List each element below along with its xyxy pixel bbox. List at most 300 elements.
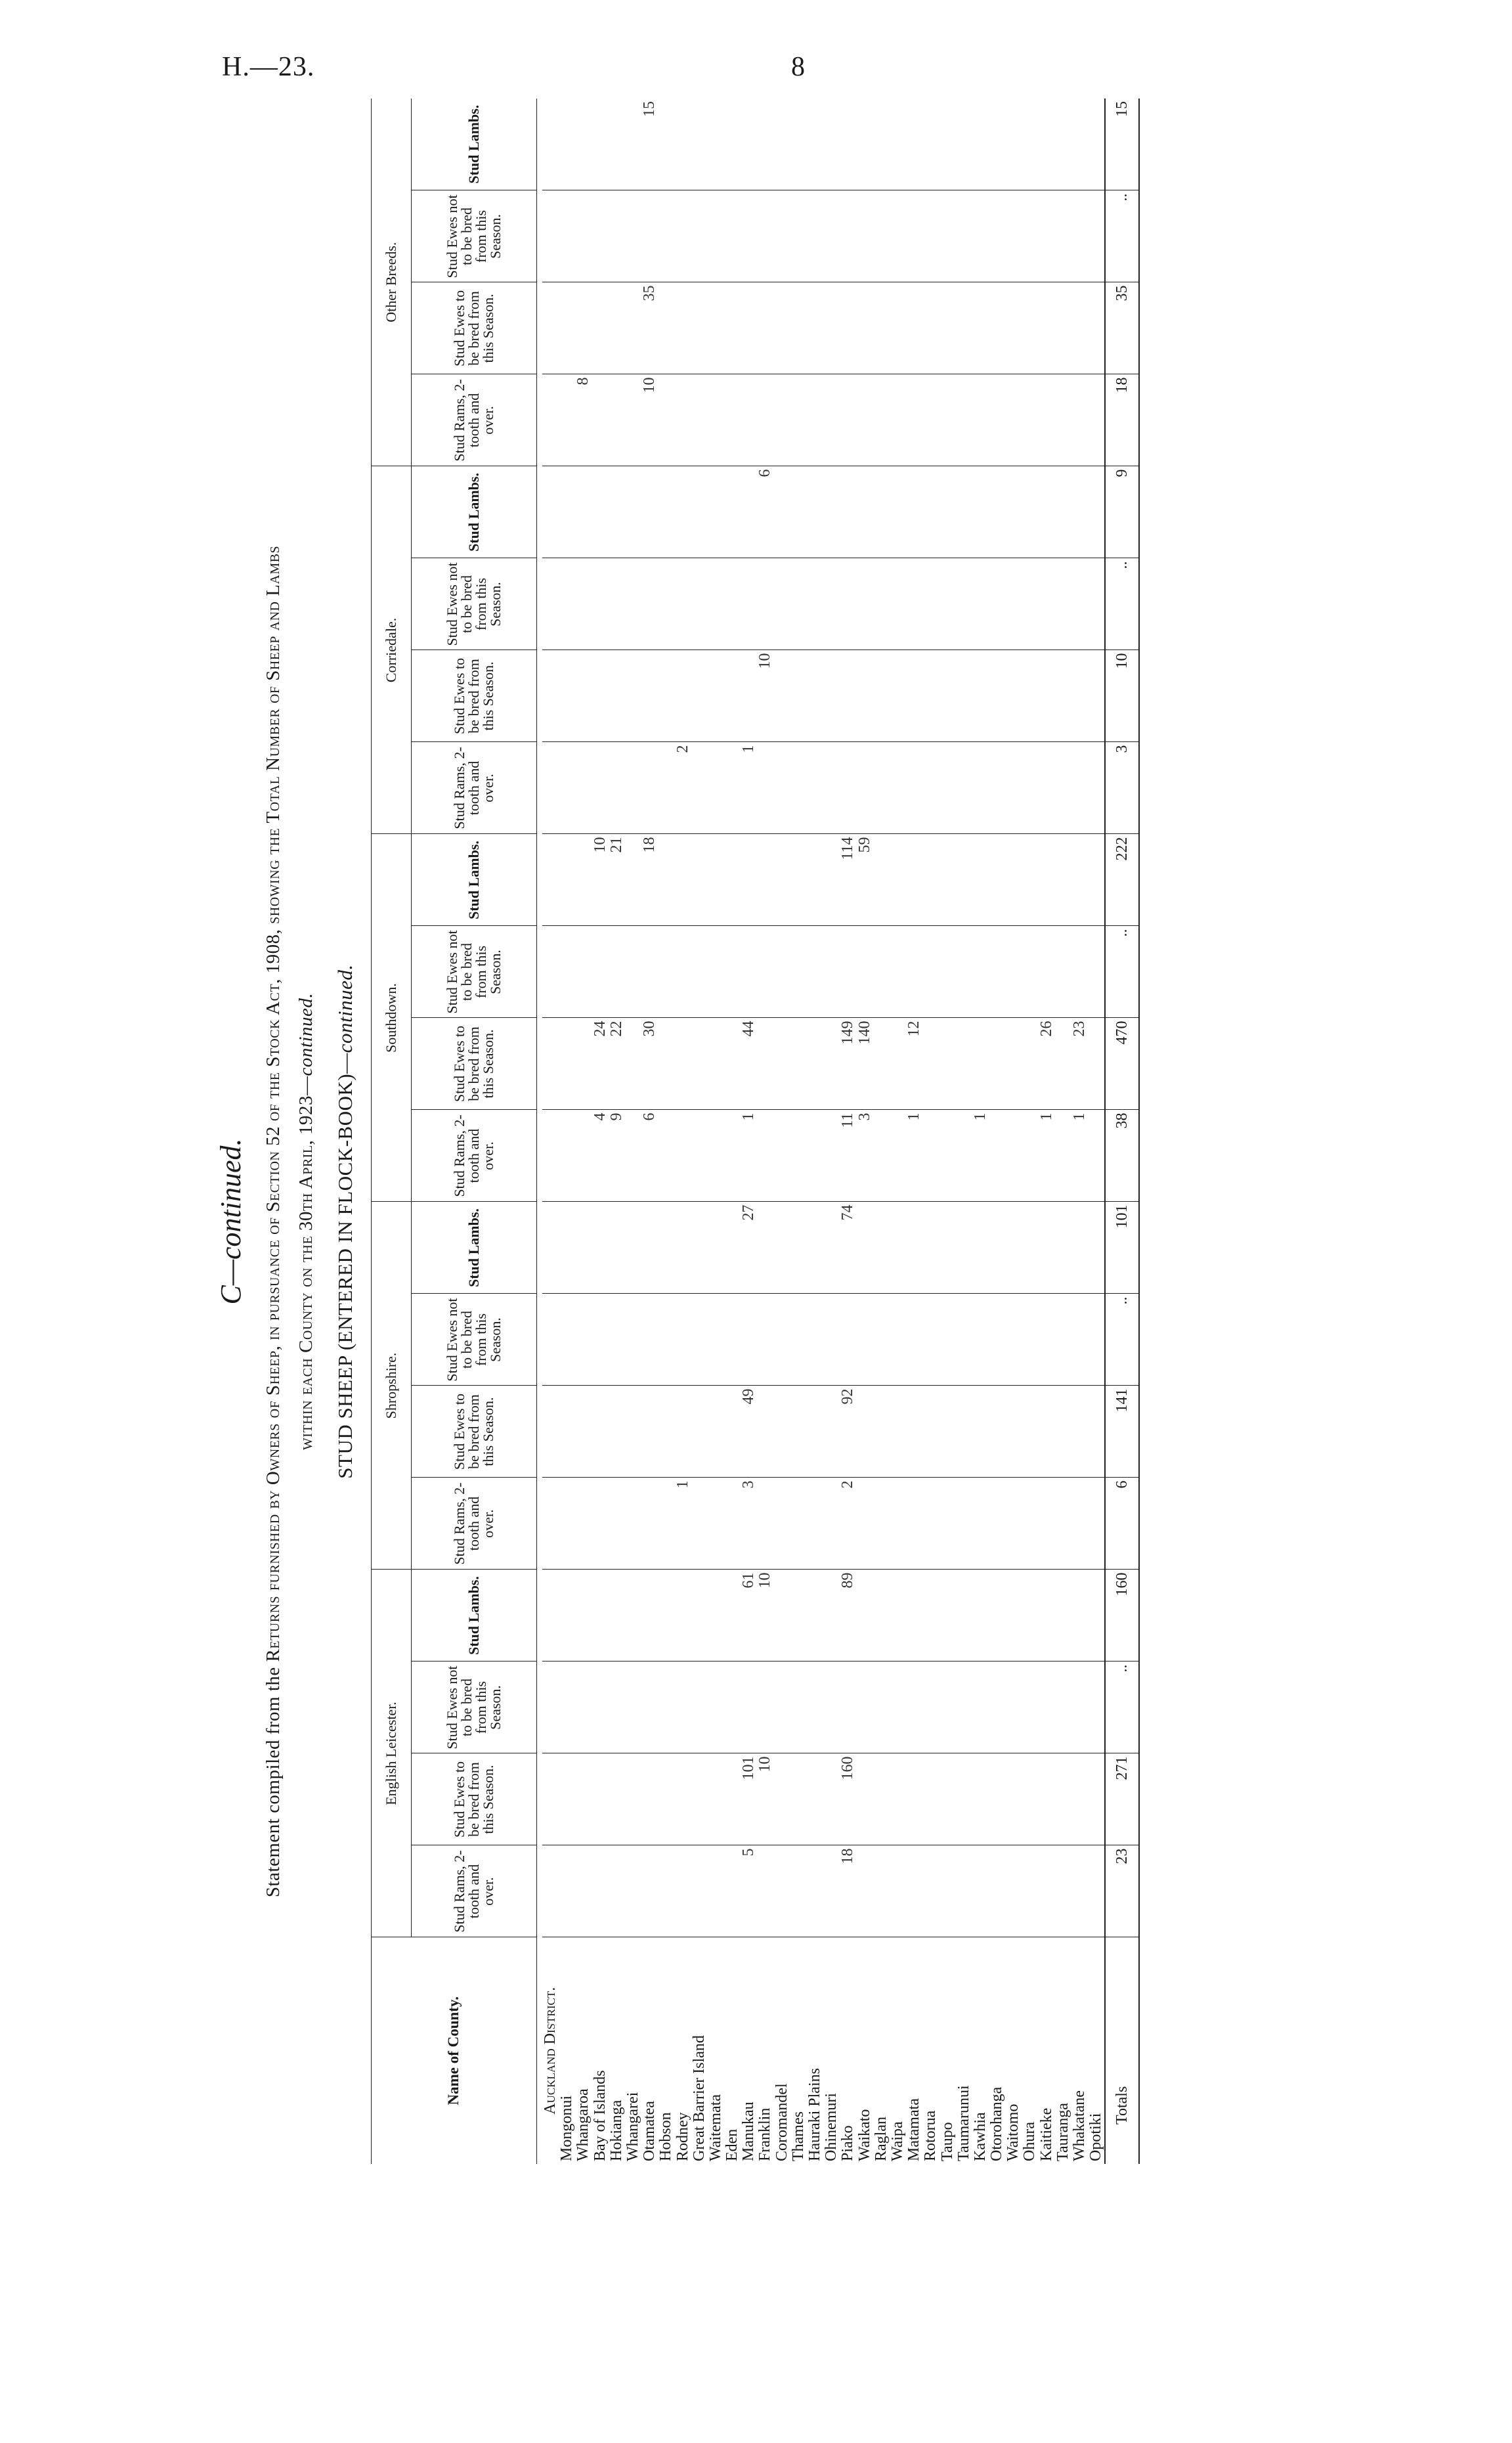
- value-cell: [890, 1570, 906, 1662]
- value-cell: [1055, 466, 1071, 558]
- table-body: [537, 99, 1140, 2164]
- value-cell: [1039, 1202, 1055, 1294]
- value-cell: [1088, 190, 1105, 282]
- county-name: Bay of Islands: [591, 2070, 609, 2161]
- value-cell: [857, 1202, 873, 1294]
- value-cell: 21: [609, 834, 625, 926]
- value-cell: [1088, 1753, 1105, 1845]
- value-cell: [708, 1662, 724, 1753]
- value-cell: [790, 926, 807, 1018]
- value-cell: [575, 834, 592, 926]
- totals-cell: 15: [1105, 99, 1139, 190]
- value-cell: [559, 1753, 575, 1845]
- value-cell: 59: [857, 834, 873, 926]
- value-cell: [972, 282, 989, 374]
- value-cell: [774, 374, 790, 466]
- value-cell: [1071, 1662, 1088, 1753]
- value-cell: [741, 374, 757, 466]
- value-cell: [708, 282, 724, 374]
- value-cell: [559, 1018, 575, 1110]
- value-cell: [675, 1110, 691, 1202]
- value-cell: [592, 282, 609, 374]
- column-header: Stud Ewes to be bred from this Season.: [412, 650, 537, 742]
- value-cell: [609, 190, 625, 282]
- value-cell: [873, 1662, 890, 1753]
- county-name: Otorohanga: [988, 2086, 1006, 2161]
- value-cell: 101: [741, 1753, 757, 1845]
- value-cell: [972, 1294, 989, 1386]
- value-cell: 1: [1071, 1110, 1088, 1202]
- value-cell: [658, 1478, 674, 1570]
- value-cell: [691, 558, 708, 650]
- value-cell: [609, 926, 625, 1018]
- value-cell: [807, 1110, 823, 1202]
- value-cell: [972, 374, 989, 466]
- value-cell: 2: [675, 742, 691, 834]
- value-cell: [989, 1294, 1005, 1386]
- value-cell: [807, 1478, 823, 1570]
- value-cell: [940, 374, 956, 466]
- value-cell: [1005, 1386, 1022, 1478]
- value-cell: [1005, 1202, 1022, 1294]
- empty-cell: [542, 558, 559, 650]
- empty-cell: [542, 650, 559, 742]
- value-cell: [559, 374, 575, 466]
- value-cell: [724, 1570, 741, 1662]
- value-cell: [1022, 1845, 1038, 1937]
- value-cell: [675, 1570, 691, 1662]
- value-cell: [559, 650, 575, 742]
- table-row: [641, 99, 658, 2164]
- value-cell: [890, 466, 906, 558]
- statement-subtitle: STUD SHEEP (ENTERED IN FLOCK-BOOK)—continued.: [334, 964, 356, 1479]
- value-cell: [989, 1662, 1005, 1753]
- value-cell: [823, 926, 840, 1018]
- value-cell: 6: [641, 1110, 658, 1202]
- sub-header-row: [412, 99, 537, 2164]
- table-row: [857, 99, 873, 2164]
- column-header: Stud Lambs.: [412, 1202, 537, 1294]
- value-cell: [857, 374, 873, 466]
- column-header: Stud Rams, 2-tooth and over.: [412, 1478, 537, 1570]
- value-cell: [691, 742, 708, 834]
- totals-cell: ..: [1105, 1294, 1139, 1386]
- value-cell: [691, 1845, 708, 1937]
- value-cell: [559, 466, 575, 558]
- value-cell: [922, 1386, 939, 1478]
- value-cell: [757, 1294, 773, 1386]
- value-cell: [724, 1753, 741, 1845]
- value-cell: [906, 1202, 922, 1294]
- value-cell: [873, 374, 890, 466]
- totals-cell: ..: [1105, 926, 1139, 1018]
- value-cell: [956, 558, 972, 650]
- value-cell: [890, 1753, 906, 1845]
- breed-group-header: Corriedale.: [372, 466, 412, 834]
- value-cell: [922, 1202, 939, 1294]
- spacer-row: [537, 99, 543, 2164]
- value-cell: [1022, 466, 1038, 558]
- value-cell: [774, 1570, 790, 1662]
- value-cell: [922, 1845, 939, 1937]
- value-cell: [1055, 650, 1071, 742]
- empty-cell: [542, 742, 559, 834]
- value-cell: [675, 1845, 691, 1937]
- value-cell: [1088, 1202, 1105, 1294]
- value-cell: [625, 834, 641, 926]
- value-cell: [890, 1386, 906, 1478]
- value-cell: [873, 1018, 890, 1110]
- value-cell: [1071, 1294, 1088, 1386]
- value-cell: [989, 1753, 1005, 1845]
- value-cell: [708, 1570, 724, 1662]
- value-cell: [807, 99, 823, 190]
- column-header: Stud Lambs.: [412, 1570, 537, 1662]
- value-cell: [724, 1845, 741, 1937]
- value-cell: [691, 926, 708, 1018]
- value-cell: [708, 374, 724, 466]
- value-cell: [972, 1018, 989, 1110]
- value-cell: 4: [592, 1110, 609, 1202]
- value-cell: [1005, 834, 1022, 926]
- value-cell: [922, 190, 939, 282]
- value-cell: [708, 1845, 724, 1937]
- column-header: Stud Rams, 2-tooth and over.: [412, 742, 537, 834]
- value-cell: [708, 190, 724, 282]
- value-cell: 10: [757, 650, 773, 742]
- value-cell: [906, 1570, 922, 1662]
- column-header: Stud Ewes not to be bred from this Season.: [412, 1662, 537, 1753]
- value-cell: [906, 1662, 922, 1753]
- value-cell: [940, 1386, 956, 1478]
- value-cell: [658, 926, 674, 1018]
- value-cell: [757, 190, 773, 282]
- totals-cell: 3: [1105, 742, 1139, 834]
- value-cell: [757, 1662, 773, 1753]
- value-cell: [641, 466, 658, 558]
- value-cell: [1022, 1478, 1038, 1570]
- value-cell: [940, 1845, 956, 1937]
- value-cell: [724, 1018, 741, 1110]
- value-cell: [658, 1753, 674, 1845]
- table-row: [1088, 99, 1105, 2164]
- value-cell: [559, 1662, 575, 1753]
- value-cell: [940, 282, 956, 374]
- value-cell: [956, 1845, 972, 1937]
- value-cell: [741, 1294, 757, 1386]
- value-cell: [790, 742, 807, 834]
- county-name: Mongonui: [558, 2095, 576, 2161]
- value-cell: [840, 650, 856, 742]
- value-cell: [922, 1018, 939, 1110]
- value-cell: 3: [857, 1110, 873, 1202]
- value-cell: [873, 1753, 890, 1845]
- value-cell: [873, 558, 890, 650]
- value-cell: [807, 190, 823, 282]
- value-cell: [675, 926, 691, 1018]
- value-cell: [1055, 1110, 1071, 1202]
- totals-label: Totals: [1105, 1937, 1139, 2164]
- value-cell: [956, 1478, 972, 1570]
- value-cell: [956, 99, 972, 190]
- value-cell: [906, 742, 922, 834]
- value-cell: [675, 466, 691, 558]
- value-cell: [823, 1018, 840, 1110]
- totals-row: [1105, 99, 1139, 2164]
- value-cell: [592, 374, 609, 466]
- empty-cell: [542, 1753, 559, 1845]
- value-cell: [956, 1202, 972, 1294]
- value-cell: [658, 1662, 674, 1753]
- table-row: [1071, 99, 1088, 2164]
- column-header: Stud Lambs.: [412, 466, 537, 558]
- value-cell: [708, 1753, 724, 1845]
- value-cell: [609, 282, 625, 374]
- table-row: [774, 99, 790, 2164]
- value-cell: [1022, 1753, 1038, 1845]
- table-row: [757, 99, 773, 2164]
- value-cell: [609, 1202, 625, 1294]
- value-cell: [1039, 1570, 1055, 1662]
- county-name: Rotorua: [922, 2110, 940, 2161]
- value-cell: [857, 650, 873, 742]
- value-cell: [956, 1386, 972, 1478]
- value-cell: [592, 1662, 609, 1753]
- value-cell: [972, 1386, 989, 1478]
- value-cell: [1071, 1386, 1088, 1478]
- value-cell: 114: [840, 834, 856, 926]
- value-cell: [757, 99, 773, 190]
- totals-cell: 9: [1105, 466, 1139, 558]
- value-cell: [609, 1294, 625, 1386]
- value-cell: [575, 926, 592, 1018]
- value-cell: [807, 1570, 823, 1662]
- empty-cell: [542, 1294, 559, 1386]
- value-cell: [774, 742, 790, 834]
- value-cell: [840, 558, 856, 650]
- value-cell: [922, 99, 939, 190]
- value-cell: [658, 1110, 674, 1202]
- value-cell: 49: [741, 1386, 757, 1478]
- value-cell: [906, 190, 922, 282]
- value-cell: [857, 1478, 873, 1570]
- value-cell: [774, 558, 790, 650]
- value-cell: [625, 1386, 641, 1478]
- value-cell: [890, 1018, 906, 1110]
- value-cell: [658, 466, 674, 558]
- value-cell: [1071, 190, 1088, 282]
- value-cell: [708, 1386, 724, 1478]
- value-cell: [972, 190, 989, 282]
- value-cell: [658, 1018, 674, 1110]
- column-header: Stud Ewes not to be bred from this Season.: [412, 558, 537, 650]
- county-name: Waitemata: [706, 2094, 724, 2161]
- county-name: Waikato: [855, 2109, 873, 2161]
- value-cell: [1088, 1570, 1105, 1662]
- value-cell: [691, 282, 708, 374]
- value-cell: [1088, 1110, 1105, 1202]
- value-cell: [575, 1294, 592, 1386]
- value-cell: [840, 282, 856, 374]
- value-cell: 1: [675, 1478, 691, 1570]
- county-name: Ohinemuri: [823, 2093, 840, 2161]
- value-cell: [675, 834, 691, 926]
- value-cell: [1022, 1570, 1038, 1662]
- value-cell: [691, 650, 708, 742]
- column-header: Stud Ewes to be bred from this Season.: [412, 1753, 537, 1845]
- value-cell: [940, 926, 956, 1018]
- table-row: [906, 99, 922, 2164]
- value-cell: [774, 650, 790, 742]
- value-cell: [641, 742, 658, 834]
- breed-group-header: Other Breeds.: [372, 99, 412, 466]
- value-cell: [890, 742, 906, 834]
- value-cell: [691, 834, 708, 926]
- value-cell: [757, 558, 773, 650]
- value-cell: [1055, 1294, 1071, 1386]
- value-cell: [658, 1845, 674, 1937]
- table-row: [1039, 99, 1055, 2164]
- value-cell: [840, 742, 856, 834]
- column-header: Stud Ewes to be bred from this Season.: [412, 1386, 537, 1478]
- column-header: Stud Lambs.: [412, 99, 537, 190]
- value-cell: [1088, 1294, 1105, 1386]
- value-cell: [641, 1753, 658, 1845]
- value-cell: [724, 834, 741, 926]
- value-cell: 149: [840, 1018, 856, 1110]
- value-cell: [1022, 99, 1038, 190]
- value-cell: [873, 1202, 890, 1294]
- value-cell: 6: [757, 466, 773, 558]
- table-row: [609, 99, 625, 2164]
- value-cell: [1071, 99, 1088, 190]
- value-cell: [873, 190, 890, 282]
- value-cell: [559, 1202, 575, 1294]
- value-cell: [890, 650, 906, 742]
- value-cell: [1039, 1294, 1055, 1386]
- value-cell: [906, 282, 922, 374]
- value-cell: [906, 558, 922, 650]
- value-cell: [922, 650, 939, 742]
- value-cell: [1088, 926, 1105, 1018]
- value-cell: [1039, 99, 1055, 190]
- value-cell: [691, 1294, 708, 1386]
- value-cell: [922, 1110, 939, 1202]
- value-cell: [724, 650, 741, 742]
- value-cell: [906, 466, 922, 558]
- section-title: C—continued.: [215, 1138, 247, 1305]
- value-cell: [1088, 374, 1105, 466]
- value-cell: [1088, 1386, 1105, 1478]
- empty-cell: [542, 1662, 559, 1753]
- value-cell: [1005, 1753, 1022, 1845]
- value-cell: [940, 834, 956, 926]
- value-cell: [972, 1753, 989, 1845]
- value-cell: [873, 742, 890, 834]
- empty-cell: [542, 374, 559, 466]
- empty-cell: [542, 1570, 559, 1662]
- value-cell: [790, 1110, 807, 1202]
- value-cell: 1: [1039, 1110, 1055, 1202]
- value-cell: [757, 374, 773, 466]
- value-cell: [625, 190, 641, 282]
- value-cell: [790, 1478, 807, 1570]
- value-cell: [741, 282, 757, 374]
- county-name: Whangaroa: [574, 2088, 592, 2161]
- value-cell: [1039, 1845, 1055, 1937]
- value-cell: [840, 374, 856, 466]
- value-cell: [823, 1110, 840, 1202]
- value-cell: [658, 742, 674, 834]
- value-cell: 27: [741, 1202, 757, 1294]
- value-cell: [1055, 1386, 1071, 1478]
- value-cell: [625, 1294, 641, 1386]
- value-cell: [890, 1845, 906, 1937]
- value-cell: [906, 1386, 922, 1478]
- value-cell: [675, 558, 691, 650]
- value-cell: [1005, 374, 1022, 466]
- value-cell: [1022, 650, 1038, 742]
- value-cell: [1088, 1018, 1105, 1110]
- value-cell: [559, 926, 575, 1018]
- value-cell: [691, 1386, 708, 1478]
- value-cell: [724, 1478, 741, 1570]
- value-cell: [592, 742, 609, 834]
- value-cell: [675, 99, 691, 190]
- value-cell: [575, 1662, 592, 1753]
- value-cell: [1005, 190, 1022, 282]
- value-cell: [940, 1662, 956, 1753]
- value-cell: [757, 1386, 773, 1478]
- value-cell: [592, 1845, 609, 1937]
- value-cell: [790, 1662, 807, 1753]
- value-cell: [906, 650, 922, 742]
- value-cell: [592, 1294, 609, 1386]
- value-cell: [790, 1294, 807, 1386]
- value-cell: [774, 1202, 790, 1294]
- value-cell: [1039, 1753, 1055, 1845]
- value-cell: [989, 1110, 1005, 1202]
- statement-title-line2: within each County on the 30th April, 1923—continued.: [295, 992, 316, 1451]
- value-cell: [691, 190, 708, 282]
- value-cell: [1039, 650, 1055, 742]
- value-cell: [972, 1570, 989, 1662]
- county-name: Eden: [724, 2128, 741, 2161]
- value-cell: 5: [741, 1845, 757, 1937]
- value-cell: [922, 1294, 939, 1386]
- value-cell: [873, 834, 890, 926]
- totals-cell: ..: [1105, 558, 1139, 650]
- table-row: [675, 99, 691, 2164]
- value-cell: [691, 1662, 708, 1753]
- value-cell: [658, 190, 674, 282]
- value-cell: [840, 1294, 856, 1386]
- value-cell: [790, 1386, 807, 1478]
- value-cell: [1039, 190, 1055, 282]
- value-cell: [641, 1845, 658, 1937]
- value-cell: [1088, 1845, 1105, 1937]
- value-cell: [658, 834, 674, 926]
- value-cell: 1: [741, 742, 757, 834]
- value-cell: [1022, 1662, 1038, 1753]
- value-cell: [609, 650, 625, 742]
- county-name: Hokianga: [607, 2100, 625, 2161]
- value-cell: [873, 282, 890, 374]
- value-cell: [741, 926, 757, 1018]
- table-row: [592, 99, 609, 2164]
- value-cell: [857, 1753, 873, 1845]
- value-cell: [1039, 558, 1055, 650]
